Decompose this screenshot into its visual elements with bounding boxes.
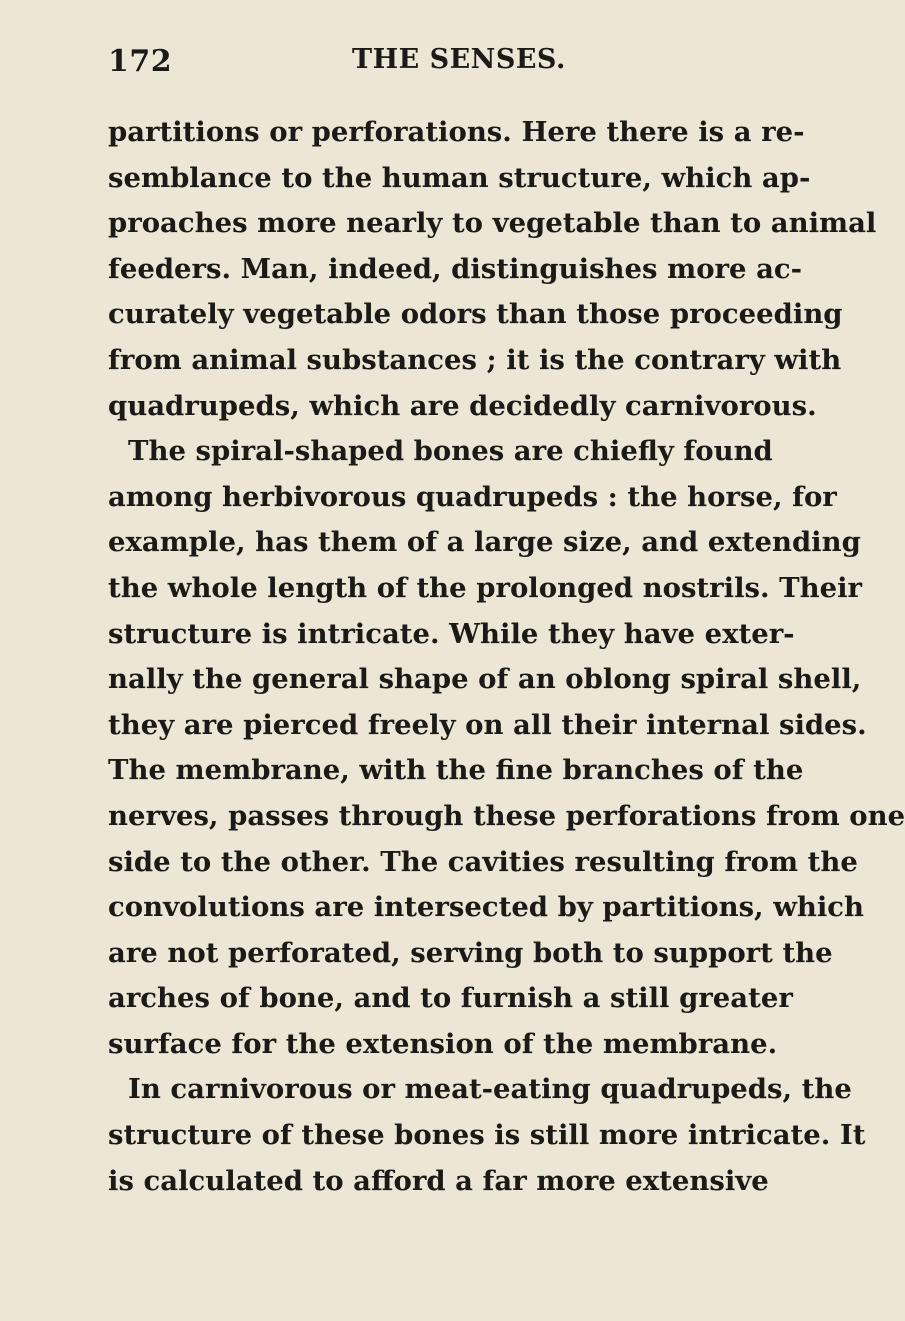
text-line: nerves, passes through these perforations from one	[108, 799, 905, 832]
text-line: the whole length of the prolonged nostrils. Their	[108, 571, 863, 604]
text-line: structure is intricate. While they have exter-	[108, 617, 795, 650]
text-line: are not perforated, serving both to support the	[108, 936, 833, 969]
text-line: The spiral-shaped bones are chiefly found	[128, 435, 773, 468]
page-number: 172	[108, 44, 173, 79]
text-line: quadrupeds, which are decidedly carnivorous.	[108, 389, 817, 422]
text-line: structure of these bones is still more intricate. It	[108, 1119, 866, 1152]
text-line: proaches more nearly to vegetable than to animal	[108, 207, 877, 240]
running-title: THE SENSES.	[352, 44, 566, 75]
text-line: curately vegetable odors than those proceeding	[108, 298, 843, 331]
page-header	[108, 44, 768, 84]
text-line: from animal substances ; it is the contrary with	[108, 343, 842, 376]
text-line: among herbivorous quadrupeds : the horse, for	[108, 480, 837, 513]
body-text	[108, 110, 905, 1204]
text-line: partitions or perforations. Here there is a re-	[108, 116, 805, 148]
text-line: example, has them of a large size, and extending	[108, 526, 861, 559]
text-line: they are pierced freely on all their internal sides.	[108, 708, 867, 741]
text-line: convolutions are intersected by partitions, which	[108, 891, 865, 924]
text-line: nally the general shape of an oblong spiral shell,	[108, 663, 862, 696]
text-line: semblance to the human structure, which ap-	[108, 161, 811, 194]
text-line: The membrane, with the fine branches of the	[108, 754, 804, 787]
text-line: surface for the extension of the membrane.	[108, 1027, 778, 1060]
text-line: In carnivorous or meat-eating quadrupeds, the	[128, 1073, 852, 1106]
text-line: feeders. Man, indeed, distinguishes more ac-	[108, 252, 803, 285]
text-line: is calculated to afford a far more extensive	[108, 1164, 769, 1197]
text-line: side to the other. The cavities resulting from the	[108, 845, 858, 878]
text-line: arches of bone, and to furnish a still greater	[108, 982, 793, 1015]
